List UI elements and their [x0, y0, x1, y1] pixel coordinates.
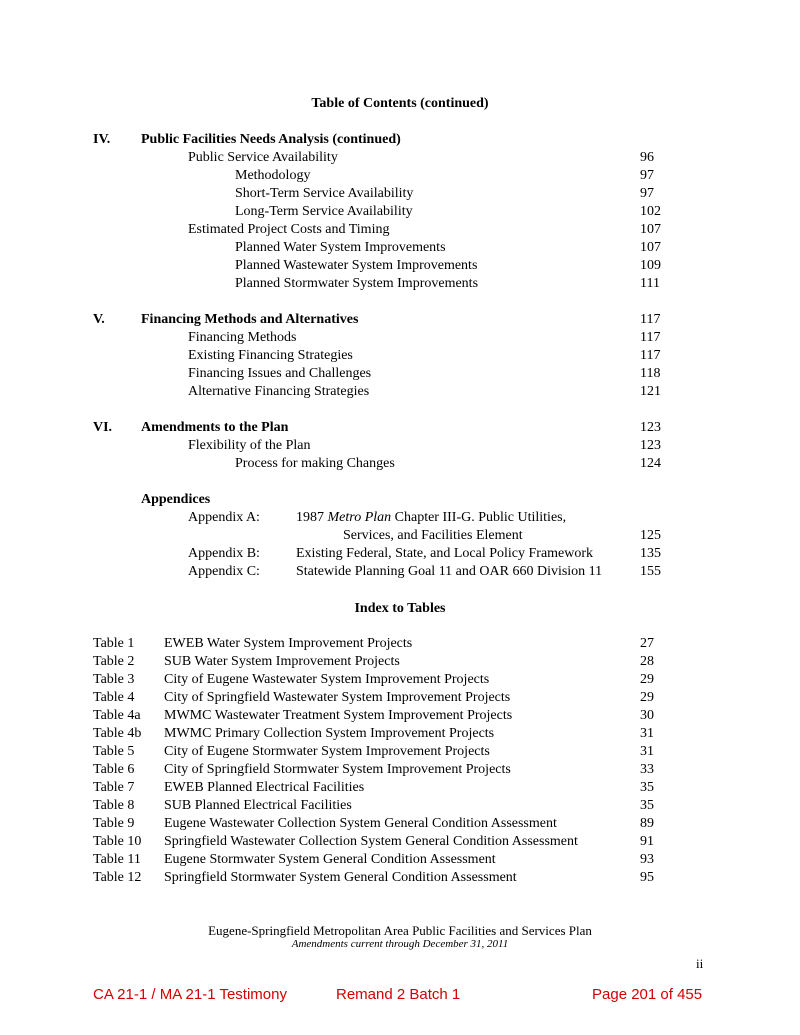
- appendix-a-continued: Services, and Facilities Element 125: [343, 528, 661, 543]
- table-index-row: [0, 725, 800, 743]
- table-index-row: [0, 743, 800, 761]
- table-number: Table 7: [93, 780, 135, 795]
- table-number: Table 1: [93, 636, 135, 651]
- table-title: MWMC Wastewater Treatment System Improvement Projects: [164, 708, 513, 723]
- toc-entry: Flexibility of the Plan 123: [188, 438, 661, 453]
- appendix-a: Appendix A: 1987 Metro Plan Chapter III-G. Public Utilities,: [188, 510, 567, 525]
- table-page: 89: [640, 816, 654, 831]
- table-number: Table 4: [93, 690, 135, 705]
- table-index-row: [0, 653, 800, 671]
- footer-plan-title: Eugene-Springfield Metropolitan Area Public Facilities and Services Plan: [208, 923, 592, 938]
- toc-entry: Alternative Financing Strategies 121: [188, 384, 661, 399]
- table-number: Table 6: [93, 762, 135, 777]
- table-title: SUB Planned Electrical Facilities: [164, 798, 352, 813]
- table-number: Table 8: [93, 798, 135, 813]
- toc-entry: Long-Term Service Availability 102: [235, 204, 661, 219]
- table-index-row: [0, 689, 800, 707]
- table-index-row: [0, 797, 800, 815]
- table-page: 29: [640, 672, 654, 687]
- section-v-title: Financing Methods and Alternatives: [141, 312, 359, 327]
- table-number: Table 3: [93, 672, 135, 687]
- toc-entry: Planned Stormwater System Improvements 111: [235, 276, 660, 291]
- table-page: 33: [640, 762, 654, 777]
- table-title: Eugene Stormwater System General Condition Assessment: [164, 852, 496, 867]
- section-vi-heading: VI. Amendments to the Plan 123: [93, 420, 661, 435]
- table-title: City of Eugene Stormwater System Improvement Projects: [164, 744, 490, 759]
- toc-entry: Financing Methods 117: [188, 330, 661, 345]
- page-number-roman: ii: [696, 956, 704, 971]
- table-index-row: [0, 761, 800, 779]
- table-number: Table 12: [93, 870, 142, 885]
- table-title: City of Springfield Stormwater System Improvement Projects: [164, 762, 511, 777]
- table-index-row: [0, 707, 800, 725]
- table-page: 31: [640, 744, 654, 759]
- footer-amendments: Amendments current through December 31, 2011: [291, 938, 509, 950]
- toc-entry: Process for making Changes 124: [235, 456, 661, 471]
- table-page: 31: [640, 726, 654, 741]
- appendices-title: Appendices: [141, 492, 211, 507]
- stamp-testimony: CA 21-1 / MA 21-1 Testimony: [93, 986, 287, 1003]
- index-title: Index to Tables: [354, 601, 446, 616]
- toc-entry: Existing Financing Strategies 117: [188, 348, 661, 363]
- section-v-heading: V. Financing Methods and Alternatives 117: [93, 312, 661, 327]
- table-title: City of Eugene Wastewater System Improvement Projects: [164, 672, 490, 687]
- table-number: Table 5: [93, 744, 135, 759]
- stamp-page: Page 201 of 455: [592, 986, 703, 1003]
- section-vi-number: VI.: [93, 420, 113, 435]
- table-index-row: [0, 635, 800, 653]
- table-page: 28: [640, 654, 654, 669]
- stamp-batch: Remand 2 Batch 1: [336, 986, 461, 1003]
- table-title: SUB Water System Improvement Projects: [164, 654, 400, 669]
- table-index-row: [0, 833, 800, 851]
- table-page: 91: [640, 834, 654, 849]
- table-index-row: [0, 815, 800, 833]
- toc-entry: Methodology 97: [235, 168, 654, 183]
- table-title: EWEB Planned Electrical Facilities: [164, 780, 365, 795]
- table-number: Table 10: [93, 834, 142, 849]
- table-page: 95: [640, 870, 654, 885]
- table-number: Table 4b: [93, 726, 142, 741]
- table-index-row: [0, 869, 800, 887]
- toc-entry: Planned Wastewater System Improvements 109: [235, 258, 661, 273]
- toc-entry: Public Service Availability 96: [188, 150, 654, 165]
- table-page: 35: [640, 798, 654, 813]
- table-number: Table 9: [93, 816, 135, 831]
- section-v-number: V.: [93, 312, 105, 327]
- table-page: 30: [640, 708, 654, 723]
- table-title: EWEB Water System Improvement Projects: [164, 636, 413, 651]
- table-title: Springfield Stormwater System General Condition Assessment: [164, 870, 517, 885]
- table-title: Springfield Wastewater Collection System General Condition Assessment: [164, 834, 578, 849]
- table-number: Table 2: [93, 654, 135, 669]
- toc-entry: Financing Issues and Challenges 118: [188, 366, 661, 381]
- table-number: Table 11: [93, 852, 141, 867]
- table-index-row: [0, 779, 800, 797]
- section-iv-number: IV.: [93, 132, 111, 147]
- table-index-row: [0, 851, 800, 869]
- section-vi-title: Amendments to the Plan: [141, 420, 289, 435]
- toc-title: Table of Contents (continued): [311, 96, 489, 111]
- table-page: 29: [640, 690, 654, 705]
- table-title: MWMC Primary Collection System Improvement Projects: [164, 726, 495, 741]
- table-title: Eugene Wastewater Collection System General Condition Assessment: [164, 816, 557, 831]
- table-page: 35: [640, 780, 654, 795]
- appendix-b: Appendix B: Existing Federal, State, and Local Policy Framework 135: [188, 546, 661, 561]
- table-number: Table 4a: [93, 708, 141, 723]
- toc-entry: Planned Water System Improvements 107: [235, 240, 661, 255]
- toc-entry: Short-Term Service Availability 97: [235, 186, 654, 201]
- table-index-row: [0, 671, 800, 689]
- section-iv-title: Public Facilities Needs Analysis (continued): [141, 132, 401, 147]
- toc-entry: Estimated Project Costs and Timing 107: [188, 222, 661, 237]
- table-title: City of Springfield Wastewater System Improvement Projects: [164, 690, 511, 705]
- appendix-c: Appendix C: Statewide Planning Goal 11 and OAR 660 Division 11 155: [188, 564, 661, 579]
- table-page: 93: [640, 852, 654, 867]
- table-page: 27: [640, 636, 654, 651]
